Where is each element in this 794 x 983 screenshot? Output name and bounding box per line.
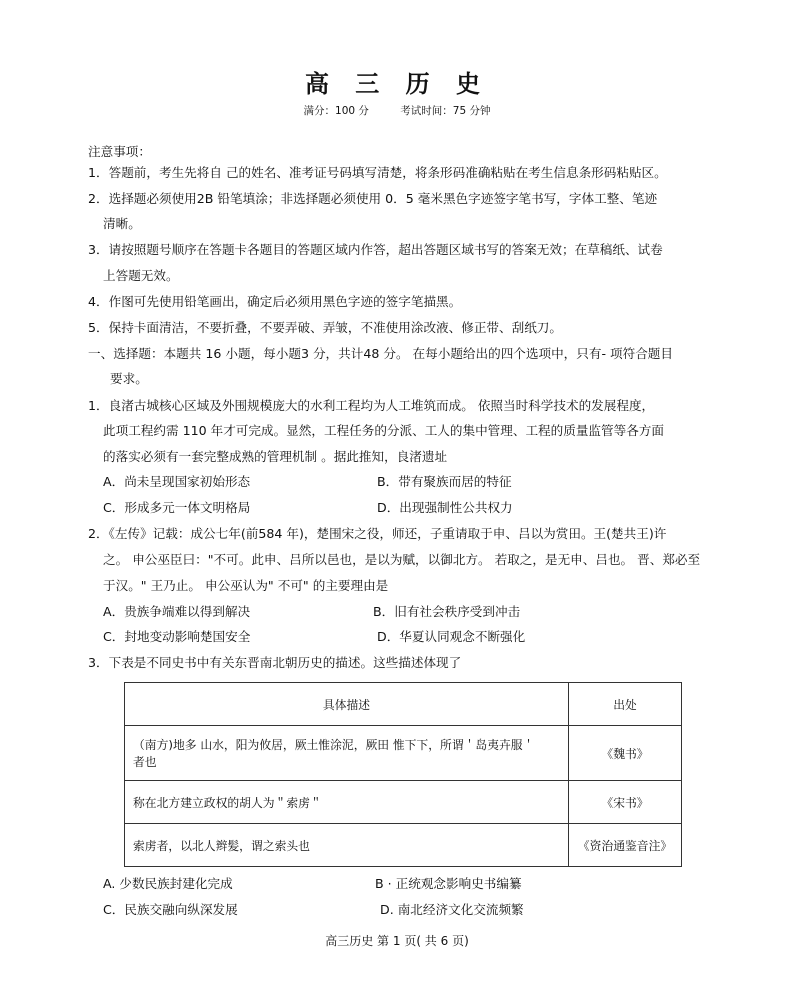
q3-option-a: A. 少数民族封建化完成 bbox=[103, 876, 233, 891]
q3-option-d: D. 南北经济文化交流频繁 bbox=[380, 902, 524, 917]
section-heading-cont: 要求。 bbox=[110, 371, 148, 386]
q1-stem-line-2: 此项工程约需 110 年才可完成。显然，工程任务的分派、工人的集中管理、工程的质量监管等各方面 bbox=[103, 423, 664, 438]
q2-option-c: C．封地变动影响楚国安全 bbox=[103, 629, 251, 644]
q3-option-b: B · 正统观念影响史书编纂 bbox=[375, 876, 522, 891]
q2-option-d: D．华夏认同观念不断强化 bbox=[377, 629, 526, 644]
q1-option-d: D．出现强制性公共权力 bbox=[377, 500, 513, 515]
q2-option-b: B．旧有社会秩序受到冲击 bbox=[373, 604, 521, 619]
table-row bbox=[125, 726, 682, 781]
table-cell-line: 者也 bbox=[133, 755, 157, 769]
q3-stem: 3．下表是不同史书中有关东晋南北朝历史的描述。这些描述体现了 bbox=[88, 655, 462, 670]
q1-option-c: C．形成多元一体文明格局 bbox=[103, 500, 251, 515]
q1-option-a: A．尚未呈现国家初始形态 bbox=[103, 474, 251, 489]
exam-info bbox=[0, 103, 794, 118]
table-cell-line: （南方)地多 山水，阳为攸居，厥土惟涂泥，厥田 惟下下，所谓＇岛夷卉服＇ bbox=[133, 738, 535, 752]
q2-stem-line-2: 之。 申公巫臣曰："不可。此申、吕所以邑也，是以为赋，以御北方。 若取之，是无申、吕也。 晋、郑必至 bbox=[103, 552, 701, 567]
q1-option-b: B．带有聚族而居的特征 bbox=[377, 474, 512, 489]
q1-stem-line-3: 的落实必须有一套完整成熟的管理机制 。据此推知，良渚遗址 bbox=[103, 449, 448, 464]
notice-item-3: 3．请按照题号顺序在答题卡各题目的答题区域内作答，超出答题区域书写的答案无效；在草稿纸、试卷 bbox=[88, 242, 663, 257]
table-cell-source: 《宋书》 bbox=[569, 781, 682, 824]
q2-stem-line-3: 于汉。" 王乃止。 申公巫认为" 不可" 的主要理由是 bbox=[103, 578, 389, 593]
q2-option-a: A．贵族争端难以得到解决 bbox=[103, 604, 251, 619]
table-cell-description bbox=[125, 726, 569, 781]
q2-stem-line-1: 2．《左传》记载：成公七年(前584 年)，楚围宋之役，师还，子重请取于申、吕以为赏田。王(楚共王)许 bbox=[88, 526, 667, 541]
full-score: 满分：100 分 bbox=[303, 105, 369, 117]
page-footer: 高三历史 第 1 页( 共 6 页) bbox=[325, 934, 469, 948]
table-row bbox=[125, 781, 682, 824]
table-row bbox=[125, 824, 682, 867]
notice-item-4: 4．作图可先使用铅笔画出，确定后必须用黑色字迹的签字笔描黑。 bbox=[88, 294, 462, 309]
table-header-row bbox=[125, 683, 682, 726]
table-header-description: 具体描述 bbox=[125, 683, 569, 726]
q3-option-c: C．民族交融向纵深发展 bbox=[103, 902, 238, 917]
notice-item-3-cont: 上答题无效。 bbox=[103, 268, 179, 283]
table-cell-description: 称在北方建立政权的胡人为＂索虏＂ bbox=[125, 781, 569, 824]
q1-stem-line-1: 1．良渚古城核心区域及外围规模庞大的水利工程均为人工堆筑而成。 依照当时科学技术的发展程度， bbox=[88, 398, 655, 413]
table-header-source: 出处 bbox=[569, 683, 682, 726]
table-cell-description: 索虏者，以北人辫髪，谓之索头也 bbox=[125, 824, 569, 867]
notice-heading: 注意事项： bbox=[88, 144, 151, 159]
exam-time: 考试时间：75 分钟 bbox=[400, 105, 491, 117]
notice-item-2-cont: 清晰。 bbox=[103, 216, 141, 231]
notice-item-2: 2．选择题必须使用2B 铅笔填涂；非选择题必须使用 0．5 毫米黑色字迹签字笔书写，字体工整、笔迹 bbox=[88, 191, 658, 206]
notice-item-5: 5．保持卡面清洁，不要折叠，不要弄破、弄皱，不准使用涂改液、修正带、刮纸刀。 bbox=[88, 320, 562, 335]
table-cell-source: 《魏书》 bbox=[569, 726, 682, 781]
page-title: 高 三 历 史 bbox=[304, 70, 490, 98]
table-cell-source: 《资治通鉴音注》 bbox=[569, 824, 682, 867]
q3-table bbox=[124, 682, 682, 867]
notice-item-1: 1．答题前，考生先将自 己的姓名、准考证号码填写清楚，将条形码准确粘贴在考生信息条形码粘贴区。 bbox=[88, 165, 667, 180]
section-heading: 一、选择题：本题共 16 小题，每小题3 分，共计48 分。 在每小题给出的四个选项中，只有- 项符合题目 bbox=[88, 346, 673, 361]
